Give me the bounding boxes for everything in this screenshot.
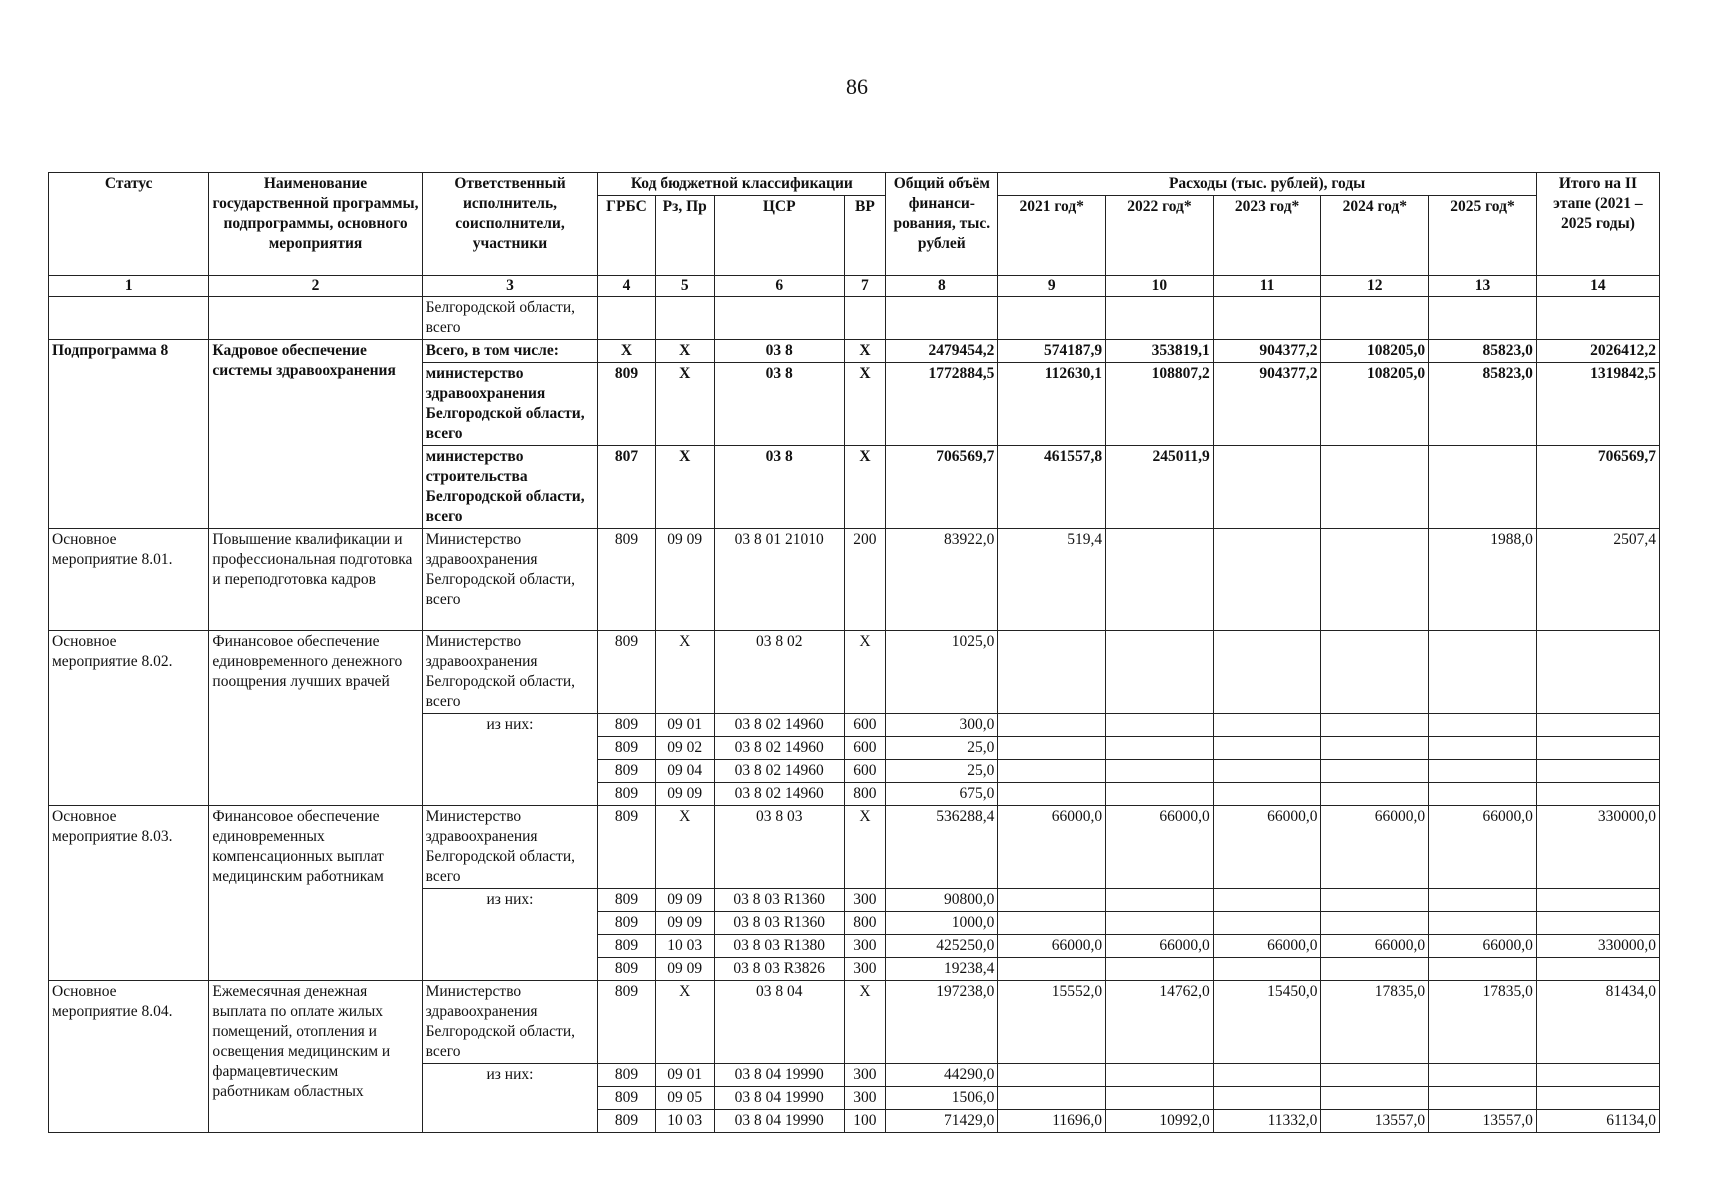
itog-cell: 61134,0 [1536, 1110, 1659, 1133]
grbs-cell: 809 [598, 935, 655, 958]
sum-cell: 83922,0 [886, 529, 998, 631]
status-cell: Основное мероприятие 8.03. [49, 806, 209, 981]
name-cell: Финансовое обеспечение единовременного денежного поощрения лучших врачей [209, 631, 422, 806]
grbs-cell: 807 [598, 446, 655, 529]
sum-cell: 1000,0 [886, 912, 998, 935]
sum-cell: 197238,0 [886, 981, 998, 1064]
of-them-cell: из них: [422, 889, 598, 981]
header-row-1 [49, 173, 1660, 196]
col-index: 12 [1321, 276, 1429, 297]
column-index-row [49, 276, 1660, 297]
y2023-cell: 66000,0 [1213, 935, 1321, 958]
y2021-cell: 66000,0 [998, 806, 1106, 889]
rz-cell: 10 03 [655, 1110, 714, 1133]
y2023-cell: 66000,0 [1213, 806, 1321, 889]
grbs-cell: 809 [598, 529, 655, 631]
csr-cell: 03 8 03 R1360 [714, 912, 844, 935]
y2024-cell: 66000,0 [1321, 935, 1429, 958]
table-row [49, 297, 1660, 340]
executor-cell: Министерство здравоохранения Белгородской области, всего [422, 631, 598, 714]
rz-cell: 09 09 [655, 958, 714, 981]
sum-cell: 19238,4 [886, 958, 998, 981]
header-status: Статус [49, 173, 209, 276]
col-index: 3 [422, 276, 598, 297]
col-index: 5 [655, 276, 714, 297]
rz-cell: 09 09 [655, 912, 714, 935]
name-cell: Повышение квалификации и профессиональная подготовка и переподготовка кадров [209, 529, 422, 631]
vr-cell: 300 [844, 889, 886, 912]
vr-cell: 600 [844, 737, 886, 760]
status-cell: Основное мероприятие 8.01. [49, 529, 209, 631]
grbs-cell: 809 [598, 912, 655, 935]
table-row [49, 340, 1660, 363]
sum-cell: 1772884,5 [886, 363, 998, 446]
executor-cell: министерство здравоохранения Белгородской области, всего [422, 363, 598, 446]
itog-cell: 2507,4 [1536, 529, 1659, 631]
rz-cell: 09 05 [655, 1087, 714, 1110]
vr-cell: 600 [844, 714, 886, 737]
budget-table [48, 172, 1660, 1133]
grbs-cell: 809 [598, 981, 655, 1064]
header-total-volume: Общий объём финанси-рования, тыс. рублей [886, 173, 998, 276]
y2024-cell: 108205,0 [1321, 363, 1429, 446]
col-index: 13 [1429, 276, 1537, 297]
grbs-cell: 809 [598, 714, 655, 737]
itog-cell: 330000,0 [1536, 806, 1659, 889]
itog-cell: 330000,0 [1536, 935, 1659, 958]
csr-cell: 03 8 03 R1380 [714, 935, 844, 958]
sum-cell: 425250,0 [886, 935, 998, 958]
grbs-cell: 809 [598, 806, 655, 889]
csr-cell: 03 8 02 14960 [714, 760, 844, 783]
csr-cell: 03 8 [714, 340, 844, 363]
itog-cell: 1319842,5 [1536, 363, 1659, 446]
col-index: 10 [1106, 276, 1214, 297]
grbs-cell: 809 [598, 889, 655, 912]
y2022-cell: 353819,1 [1106, 340, 1214, 363]
y2023-cell: 11332,0 [1213, 1110, 1321, 1133]
rz-cell: 09 01 [655, 1064, 714, 1087]
itog-cell: 81434,0 [1536, 981, 1659, 1064]
sum-cell: 706569,7 [886, 446, 998, 529]
vr-cell: 200 [844, 529, 886, 631]
header-total-stage: Итого на II этапе (2021 – 2025 годы) [1536, 173, 1659, 276]
col-index: 8 [886, 276, 998, 297]
col-index: 9 [998, 276, 1106, 297]
y2024-cell: 17835,0 [1321, 981, 1429, 1064]
rz-cell: Х [655, 363, 714, 446]
rz-cell: Х [655, 981, 714, 1064]
y2022-cell: 10992,0 [1106, 1110, 1214, 1133]
vr-cell: 300 [844, 1064, 886, 1087]
sum-cell: 300,0 [886, 714, 998, 737]
y2022-cell: 66000,0 [1106, 935, 1214, 958]
rz-cell: 09 09 [655, 529, 714, 631]
y2022-cell: 14762,0 [1106, 981, 1214, 1064]
csr-cell: 03 8 [714, 446, 844, 529]
header-vr: ВР [844, 196, 886, 276]
header-grbs: ГРБС [598, 196, 655, 276]
y2025-cell: 85823,0 [1429, 340, 1537, 363]
y2025-cell: 85823,0 [1429, 363, 1537, 446]
col-index: 2 [209, 276, 422, 297]
header-expenses: Расходы (тыс. рублей), годы [998, 173, 1536, 196]
vr-cell: 800 [844, 783, 886, 806]
csr-cell: 03 8 03 R1360 [714, 889, 844, 912]
table-row [49, 981, 1660, 1064]
status-cell: Подпрограмма 8 [49, 340, 209, 529]
y2025-cell: 1988,0 [1429, 529, 1537, 631]
grbs-cell: 809 [598, 1110, 655, 1133]
sum-cell: 536288,4 [886, 806, 998, 889]
y2021-cell: 574187,9 [998, 340, 1106, 363]
sum-cell: 25,0 [886, 737, 998, 760]
grbs-cell: Х [598, 340, 655, 363]
rz-cell: 09 04 [655, 760, 714, 783]
y2021-cell: 15552,0 [998, 981, 1106, 1064]
col-index: 7 [844, 276, 886, 297]
vr-cell: 100 [844, 1110, 886, 1133]
status-cell: Основное мероприятие 8.04. [49, 981, 209, 1133]
col-index: 6 [714, 276, 844, 297]
csr-cell: 03 8 04 [714, 981, 844, 1064]
of-them-cell: из них: [422, 714, 598, 806]
sum-cell: 1025,0 [886, 631, 998, 714]
executor-cell: Министерство здравоохранения Белгородской области, всего [422, 529, 598, 631]
sum-cell: 1506,0 [886, 1087, 998, 1110]
grbs-cell: 809 [598, 737, 655, 760]
y2021-cell: 461557,8 [998, 446, 1106, 529]
executor-cell: Белгородской области, всего [422, 297, 598, 340]
grbs-cell: 809 [598, 783, 655, 806]
vr-cell: Х [844, 363, 886, 446]
y2023-cell: 904377,2 [1213, 340, 1321, 363]
y2024-cell: 13557,0 [1321, 1110, 1429, 1133]
y2022-cell: 108807,2 [1106, 363, 1214, 446]
vr-cell: 800 [844, 912, 886, 935]
itog-cell: 706569,7 [1536, 446, 1659, 529]
sum-cell: 71429,0 [886, 1110, 998, 1133]
col-index: 4 [598, 276, 655, 297]
rz-cell: 10 03 [655, 935, 714, 958]
rz-cell: 09 09 [655, 783, 714, 806]
vr-cell: 600 [844, 760, 886, 783]
table-row [49, 631, 1660, 714]
header-2022: 2022 год* [1106, 196, 1214, 276]
y2024-cell: 66000,0 [1321, 806, 1429, 889]
y2025-cell: 66000,0 [1429, 935, 1537, 958]
page-number: 86 [846, 74, 868, 99]
y2025-cell: 17835,0 [1429, 981, 1537, 1064]
itog-cell: 2026412,2 [1536, 340, 1659, 363]
name-cell: Финансовое обеспечение единовременных компенсационных выплат медицинским работникам [209, 806, 422, 981]
csr-cell: 03 8 04 19990 [714, 1110, 844, 1133]
name-cell: Ежемесячная денежная выплата по оплате жилых помещений, отопления и освещения медицинским и фармацевтическим работникам областных [209, 981, 422, 1133]
csr-cell: 03 8 04 19990 [714, 1087, 844, 1110]
vr-cell: Х [844, 806, 886, 889]
csr-cell: 03 8 01 21010 [714, 529, 844, 631]
status-cell: Основное мероприятие 8.02. [49, 631, 209, 806]
rz-cell: 09 09 [655, 889, 714, 912]
header-2021: 2021 год* [998, 196, 1106, 276]
header-2024: 2024 год* [1321, 196, 1429, 276]
header-rz-pr: Рз, Пр [655, 196, 714, 276]
csr-cell: 03 8 [714, 363, 844, 446]
y2022-cell: 245011,9 [1106, 446, 1214, 529]
grbs-cell: 809 [598, 1064, 655, 1087]
grbs-cell: 809 [598, 1087, 655, 1110]
grbs-cell: 809 [598, 631, 655, 714]
table-row [49, 529, 1660, 631]
name-cell: Кадровое обеспечение системы здравоохранения [209, 340, 422, 529]
csr-cell: 03 8 02 14960 [714, 737, 844, 760]
y2025-cell: 13557,0 [1429, 1110, 1537, 1133]
executor-cell: Министерство здравоохранения Белгородской области, всего [422, 806, 598, 889]
table-row [49, 806, 1660, 889]
vr-cell: Х [844, 631, 886, 714]
csr-cell: 03 8 04 19990 [714, 1064, 844, 1087]
y2021-cell: 112630,1 [998, 363, 1106, 446]
vr-cell: Х [844, 446, 886, 529]
sum-cell: 90800,0 [886, 889, 998, 912]
sum-cell: 2479454,2 [886, 340, 998, 363]
vr-cell: Х [844, 340, 886, 363]
col-index: 11 [1213, 276, 1321, 297]
header-2025: 2025 год* [1429, 196, 1537, 276]
y2023-cell: 904377,2 [1213, 363, 1321, 446]
csr-cell: 03 8 02 14960 [714, 714, 844, 737]
col-index: 1 [49, 276, 209, 297]
csr-cell: 03 8 03 [714, 806, 844, 889]
vr-cell: 300 [844, 1087, 886, 1110]
rz-cell: 09 02 [655, 737, 714, 760]
y2021-cell: 66000,0 [998, 935, 1106, 958]
grbs-cell: 809 [598, 958, 655, 981]
rz-cell: Х [655, 631, 714, 714]
executor-cell: министерство строительства Белгородской области, всего [422, 446, 598, 529]
vr-cell: 300 [844, 958, 886, 981]
rz-cell: Х [655, 340, 714, 363]
rz-cell: Х [655, 806, 714, 889]
rz-cell: 09 01 [655, 714, 714, 737]
executor-cell: Министерство здравоохранения Белгородской области, всего [422, 981, 598, 1064]
y2025-cell: 66000,0 [1429, 806, 1537, 889]
sum-cell: 44290,0 [886, 1064, 998, 1087]
grbs-cell: 809 [598, 363, 655, 446]
col-index: 14 [1536, 276, 1659, 297]
of-them-cell: из них: [422, 1064, 598, 1133]
header-2023: 2023 год* [1213, 196, 1321, 276]
header-name: Наименование государственной программы, подпрограммы, основного мероприятия [209, 173, 422, 276]
sum-cell: 675,0 [886, 783, 998, 806]
header-csr: ЦСР [714, 196, 844, 276]
y2021-cell: 11696,0 [998, 1110, 1106, 1133]
header-executor: Ответственный исполнитель, соисполнители, участники [422, 173, 598, 276]
sum-cell: 25,0 [886, 760, 998, 783]
executor-cell: Всего, в том числе: [422, 340, 598, 363]
rz-cell: Х [655, 446, 714, 529]
csr-cell: 03 8 02 14960 [714, 783, 844, 806]
y2023-cell: 15450,0 [1213, 981, 1321, 1064]
header-budget-code: Код бюджетной классификации [598, 173, 886, 196]
vr-cell: Х [844, 981, 886, 1064]
grbs-cell: 809 [598, 760, 655, 783]
csr-cell: 03 8 03 R3826 [714, 958, 844, 981]
y2021-cell: 519,4 [998, 529, 1106, 631]
y2024-cell: 108205,0 [1321, 340, 1429, 363]
vr-cell: 300 [844, 935, 886, 958]
csr-cell: 03 8 02 [714, 631, 844, 714]
y2022-cell: 66000,0 [1106, 806, 1214, 889]
